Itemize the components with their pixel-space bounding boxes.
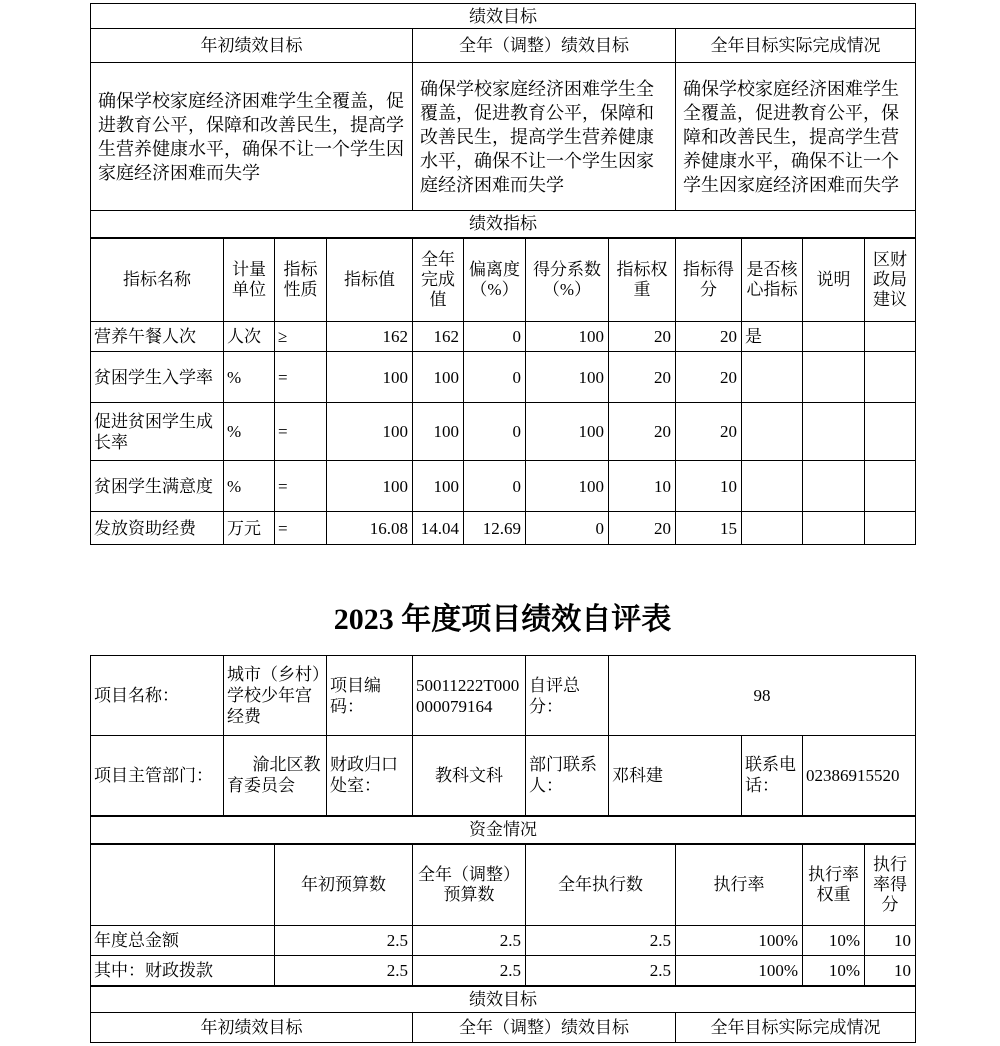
indicator-row bbox=[91, 461, 916, 512]
cell-target-value: 100 bbox=[327, 352, 413, 403]
cell-score: 20 bbox=[676, 322, 742, 352]
project-name-row bbox=[91, 656, 916, 736]
finance-office-label: 财政归口处室： bbox=[327, 736, 413, 816]
cell-weight: 20 bbox=[609, 322, 676, 352]
funding-row-fiscal bbox=[91, 956, 916, 986]
cell-property: = bbox=[275, 512, 327, 545]
cell-indicator-name: 发放资助经费 bbox=[91, 512, 224, 545]
funding-section-title: 资金情况 bbox=[91, 816, 916, 844]
cell-deviation: 0 bbox=[464, 461, 526, 512]
cell-score: 20 bbox=[676, 403, 742, 461]
cell-unit: 万元 bbox=[224, 512, 275, 545]
phone-label: 联系电话： bbox=[742, 736, 803, 816]
col-header-score: 指标得分 bbox=[676, 238, 742, 322]
col-header-property: 指标性质 bbox=[275, 238, 327, 322]
cell-bureau-advice bbox=[865, 512, 916, 545]
cell-weight: 10 bbox=[609, 461, 676, 512]
cell-bureau-advice bbox=[865, 352, 916, 403]
goal-header-row bbox=[91, 29, 916, 63]
indicator-row bbox=[91, 512, 916, 545]
indicator-row bbox=[91, 403, 916, 461]
funding-col-header-initial-budget: 年初预算数 bbox=[275, 844, 413, 926]
funding-executed: 2.5 bbox=[526, 956, 676, 986]
funding-row-label: 年度总金额 bbox=[91, 926, 275, 956]
funding-row-label: 其中：财政拨款 bbox=[91, 956, 275, 986]
cell-score: 10 bbox=[676, 461, 742, 512]
dept-value: 渝北区教育委员会 bbox=[224, 736, 327, 816]
cell-indicator-name: 营养午餐人次 bbox=[91, 322, 224, 352]
cell-bureau-advice bbox=[865, 322, 916, 352]
funding-col-header-execution-rate: 执行率 bbox=[676, 844, 803, 926]
goal-col-header-adjusted: 全年（调整）绩效目标 bbox=[413, 29, 676, 63]
cell-score: 15 bbox=[676, 512, 742, 545]
cell-deviation: 0 bbox=[464, 403, 526, 461]
goal-col-header-initial: 年初绩效目标 bbox=[91, 29, 413, 63]
funding-col-header-blank bbox=[91, 844, 275, 926]
cell-weight: 20 bbox=[609, 352, 676, 403]
performance-goal-and-indicator-table bbox=[90, 3, 916, 545]
cell-deviation: 0 bbox=[464, 352, 526, 403]
col-header-deviation: 偏离度（%） bbox=[464, 238, 526, 322]
indicator-row bbox=[91, 322, 916, 352]
cell-year-completed: 14.04 bbox=[413, 512, 464, 545]
funding-initial-budget: 2.5 bbox=[275, 956, 413, 986]
funding-col-header-adjusted-budget: 全年（调整）预算数 bbox=[413, 844, 526, 926]
funding-header-row bbox=[91, 844, 916, 926]
cell-target-value: 16.08 bbox=[327, 512, 413, 545]
funding-section-row bbox=[91, 816, 916, 844]
dept-label: 项目主管部门： bbox=[91, 736, 224, 816]
project-code-label: 项目编码： bbox=[327, 656, 413, 736]
cell-core-indicator bbox=[742, 403, 803, 461]
cell-bureau-advice bbox=[865, 403, 916, 461]
funding-rate-score: 10 bbox=[865, 926, 916, 956]
goal-text-adjusted: 确保学校家庭经济困难学生全覆盖，促进教育公平，保障和改善民生，提高学生营养健康水平，确保不让一个学生因家庭经济困难而失学 bbox=[413, 63, 676, 211]
cell-indicator-name: 贫困学生入学率 bbox=[91, 352, 224, 403]
funding-col-header-rate-weight: 执行率权重 bbox=[803, 844, 865, 926]
col-header-indicator-name: 指标名称 bbox=[91, 238, 224, 322]
cell-target-value: 100 bbox=[327, 403, 413, 461]
col-header-target-value: 指标值 bbox=[327, 238, 413, 322]
cell-core-indicator bbox=[742, 512, 803, 545]
indicator-row bbox=[91, 352, 916, 403]
col-header-unit: 计量单位 bbox=[224, 238, 275, 322]
cell-score-coef: 100 bbox=[526, 352, 609, 403]
cell-score-coef: 100 bbox=[526, 403, 609, 461]
indicator-section-title: 绩效指标 bbox=[91, 211, 916, 238]
cell-weight: 20 bbox=[609, 403, 676, 461]
cell-property: = bbox=[275, 461, 327, 512]
goal-col-header-actual-bottom: 全年目标实际完成情况 bbox=[676, 1013, 916, 1043]
project-name-value: 城市（乡村）学校少年宫经费 bbox=[224, 656, 327, 736]
goal-text-row bbox=[91, 63, 916, 211]
cell-score: 20 bbox=[676, 352, 742, 403]
funding-execution-rate: 100% bbox=[676, 926, 803, 956]
funding-col-header-rate-score: 执行率得分 bbox=[865, 844, 916, 926]
cell-indicator-name: 贫困学生满意度 bbox=[91, 461, 224, 512]
project-dept-row bbox=[91, 736, 916, 816]
cell-note bbox=[803, 512, 865, 545]
cell-unit: % bbox=[224, 352, 275, 403]
cell-target-value: 162 bbox=[327, 322, 413, 352]
project-self-evaluation-table bbox=[90, 655, 916, 1043]
goal-text-initial: 确保学校家庭经济困难学生全覆盖，促进教育公平，保障和改善民生，提高学生营养健康水平，确保不让一个学生因家庭经济困难而失学 bbox=[91, 63, 413, 211]
cell-core-indicator bbox=[742, 461, 803, 512]
col-header-score-coef: 得分系数（%） bbox=[526, 238, 609, 322]
project-code-value: 50011222T000000079164 bbox=[413, 656, 526, 736]
cell-target-value: 100 bbox=[327, 461, 413, 512]
cell-score-coef: 0 bbox=[526, 512, 609, 545]
cell-year-completed: 100 bbox=[413, 352, 464, 403]
goal-col-header-actual: 全年目标实际完成情况 bbox=[676, 29, 916, 63]
cell-note bbox=[803, 352, 865, 403]
cell-core-indicator: 是 bbox=[742, 322, 803, 352]
cell-note bbox=[803, 403, 865, 461]
cell-unit: % bbox=[224, 403, 275, 461]
col-header-year-completed: 全年完成值 bbox=[413, 238, 464, 322]
cell-deviation: 12.69 bbox=[464, 512, 526, 545]
self-score-label: 自评总分： bbox=[526, 656, 609, 736]
goal-col-header-adjusted-bottom: 全年（调整）绩效目标 bbox=[413, 1013, 676, 1043]
cell-weight: 20 bbox=[609, 512, 676, 545]
cell-year-completed: 100 bbox=[413, 403, 464, 461]
funding-rate-weight: 10% bbox=[803, 926, 865, 956]
indicator-section-row bbox=[91, 211, 916, 238]
col-header-bureau-advice: 区财政局建议 bbox=[865, 238, 916, 322]
cell-deviation: 0 bbox=[464, 322, 526, 352]
cell-score-coef: 100 bbox=[526, 461, 609, 512]
finance-office-value: 教科文科 bbox=[413, 736, 526, 816]
contact-label: 部门联系人： bbox=[526, 736, 609, 816]
cell-score-coef: 100 bbox=[526, 322, 609, 352]
cell-property: = bbox=[275, 403, 327, 461]
cell-bureau-advice bbox=[865, 461, 916, 512]
col-header-note: 说明 bbox=[803, 238, 865, 322]
cell-property: = bbox=[275, 352, 327, 403]
funding-row-total bbox=[91, 926, 916, 956]
cell-note bbox=[803, 461, 865, 512]
indicator-header-row bbox=[91, 238, 916, 322]
cell-year-completed: 100 bbox=[413, 461, 464, 512]
col-header-core-indicator: 是否核心指标 bbox=[742, 238, 803, 322]
goal-section-row-bottom bbox=[91, 986, 916, 1013]
goal-section-title: 绩效目标 bbox=[91, 4, 916, 29]
project-name-label: 项目名称： bbox=[91, 656, 224, 736]
cell-property: ≥ bbox=[275, 322, 327, 352]
phone-value: 02386915520 bbox=[803, 736, 916, 816]
funding-rate-weight: 10% bbox=[803, 956, 865, 986]
contact-value: 邓科建 bbox=[609, 736, 742, 816]
funding-col-header-executed: 全年执行数 bbox=[526, 844, 676, 926]
cell-unit: 人次 bbox=[224, 322, 275, 352]
cell-core-indicator bbox=[742, 352, 803, 403]
cell-year-completed: 162 bbox=[413, 322, 464, 352]
funding-adjusted-budget: 2.5 bbox=[413, 926, 526, 956]
funding-initial-budget: 2.5 bbox=[275, 926, 413, 956]
goal-col-header-initial-bottom: 年初绩效目标 bbox=[91, 1013, 413, 1043]
funding-executed: 2.5 bbox=[526, 926, 676, 956]
goal-text-actual: 确保学校家庭经济困难学生全覆盖，促进教育公平，保障和改善民生，提高学生营养健康水平，确保不让一个学生因家庭经济困难而失学 bbox=[676, 63, 916, 211]
goal-section-title-bottom: 绩效目标 bbox=[91, 986, 916, 1013]
funding-execution-rate: 100% bbox=[676, 956, 803, 986]
cell-indicator-name: 促进贫困学生成长率 bbox=[91, 403, 224, 461]
funding-rate-score: 10 bbox=[865, 956, 916, 986]
goal-section-row bbox=[91, 4, 916, 29]
self-score-value: 98 bbox=[609, 656, 916, 736]
cell-note bbox=[803, 322, 865, 352]
col-header-weight: 指标权重 bbox=[609, 238, 676, 322]
page-title: 2023 年度项目绩效自评表 bbox=[333, 603, 672, 636]
goal-header-row-bottom bbox=[91, 1013, 916, 1043]
cell-unit: % bbox=[224, 461, 275, 512]
funding-adjusted-budget: 2.5 bbox=[413, 956, 526, 986]
